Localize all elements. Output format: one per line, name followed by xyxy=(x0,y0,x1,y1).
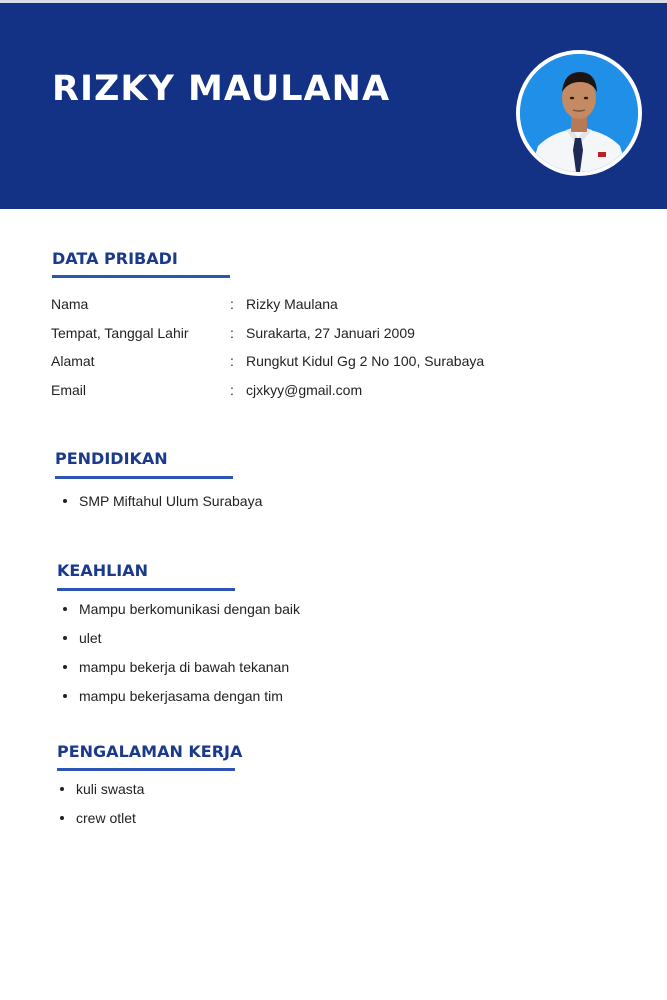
field-value: Rizky Maulana xyxy=(246,296,338,312)
field-value: Surakarta, 27 Januari 2009 xyxy=(246,325,415,341)
section-underline-skills xyxy=(57,588,235,591)
field-colon: : xyxy=(230,353,234,369)
section-title-education: PENDIDIKAN xyxy=(55,449,168,468)
field-colon: : xyxy=(230,382,234,398)
person-photo-icon xyxy=(520,54,638,172)
field-colon: : xyxy=(230,325,234,341)
field-label: Nama xyxy=(51,296,89,312)
field-colon: : xyxy=(230,296,234,312)
list-item: kuli swasta xyxy=(56,779,144,808)
field-label: Email xyxy=(51,382,87,398)
list-item: mampu bekerja di bawah tekanan xyxy=(59,657,300,686)
section-title-experience: PENGALAMAN KERJA xyxy=(57,742,243,761)
list-item: Mampu berkomunikasi dengan baik xyxy=(59,599,300,628)
section-title-skills: KEAHLIAN xyxy=(57,561,149,580)
list-item: mampu bekerjasama dengan tim xyxy=(59,686,300,715)
experience-list xyxy=(56,779,144,837)
field-label: Tempat, Tanggal Lahir xyxy=(51,325,189,341)
list-item: crew otlet xyxy=(56,808,144,837)
section-underline-experience xyxy=(57,768,235,771)
section-title-personal: DATA PRIBADI xyxy=(52,249,178,268)
list-item: ulet xyxy=(59,628,300,657)
section-underline-education xyxy=(55,476,233,479)
email-link[interactable]: cjxkyy@gmail.com xyxy=(246,382,363,398)
skills-list xyxy=(59,599,300,715)
field-value: Rungkut Kidul Gg 2 No 100, Surabaya xyxy=(246,353,485,369)
profile-photo xyxy=(520,54,638,172)
person-name: RIZKY MAULANA xyxy=(52,69,391,109)
section-underline-personal xyxy=(52,275,230,278)
education-list xyxy=(59,491,262,520)
profile-photo-frame xyxy=(516,50,642,176)
list-item: SMP Miftahul Ulum Surabaya xyxy=(59,491,262,520)
field-label: Alamat xyxy=(51,353,95,369)
resume-header xyxy=(0,3,667,209)
